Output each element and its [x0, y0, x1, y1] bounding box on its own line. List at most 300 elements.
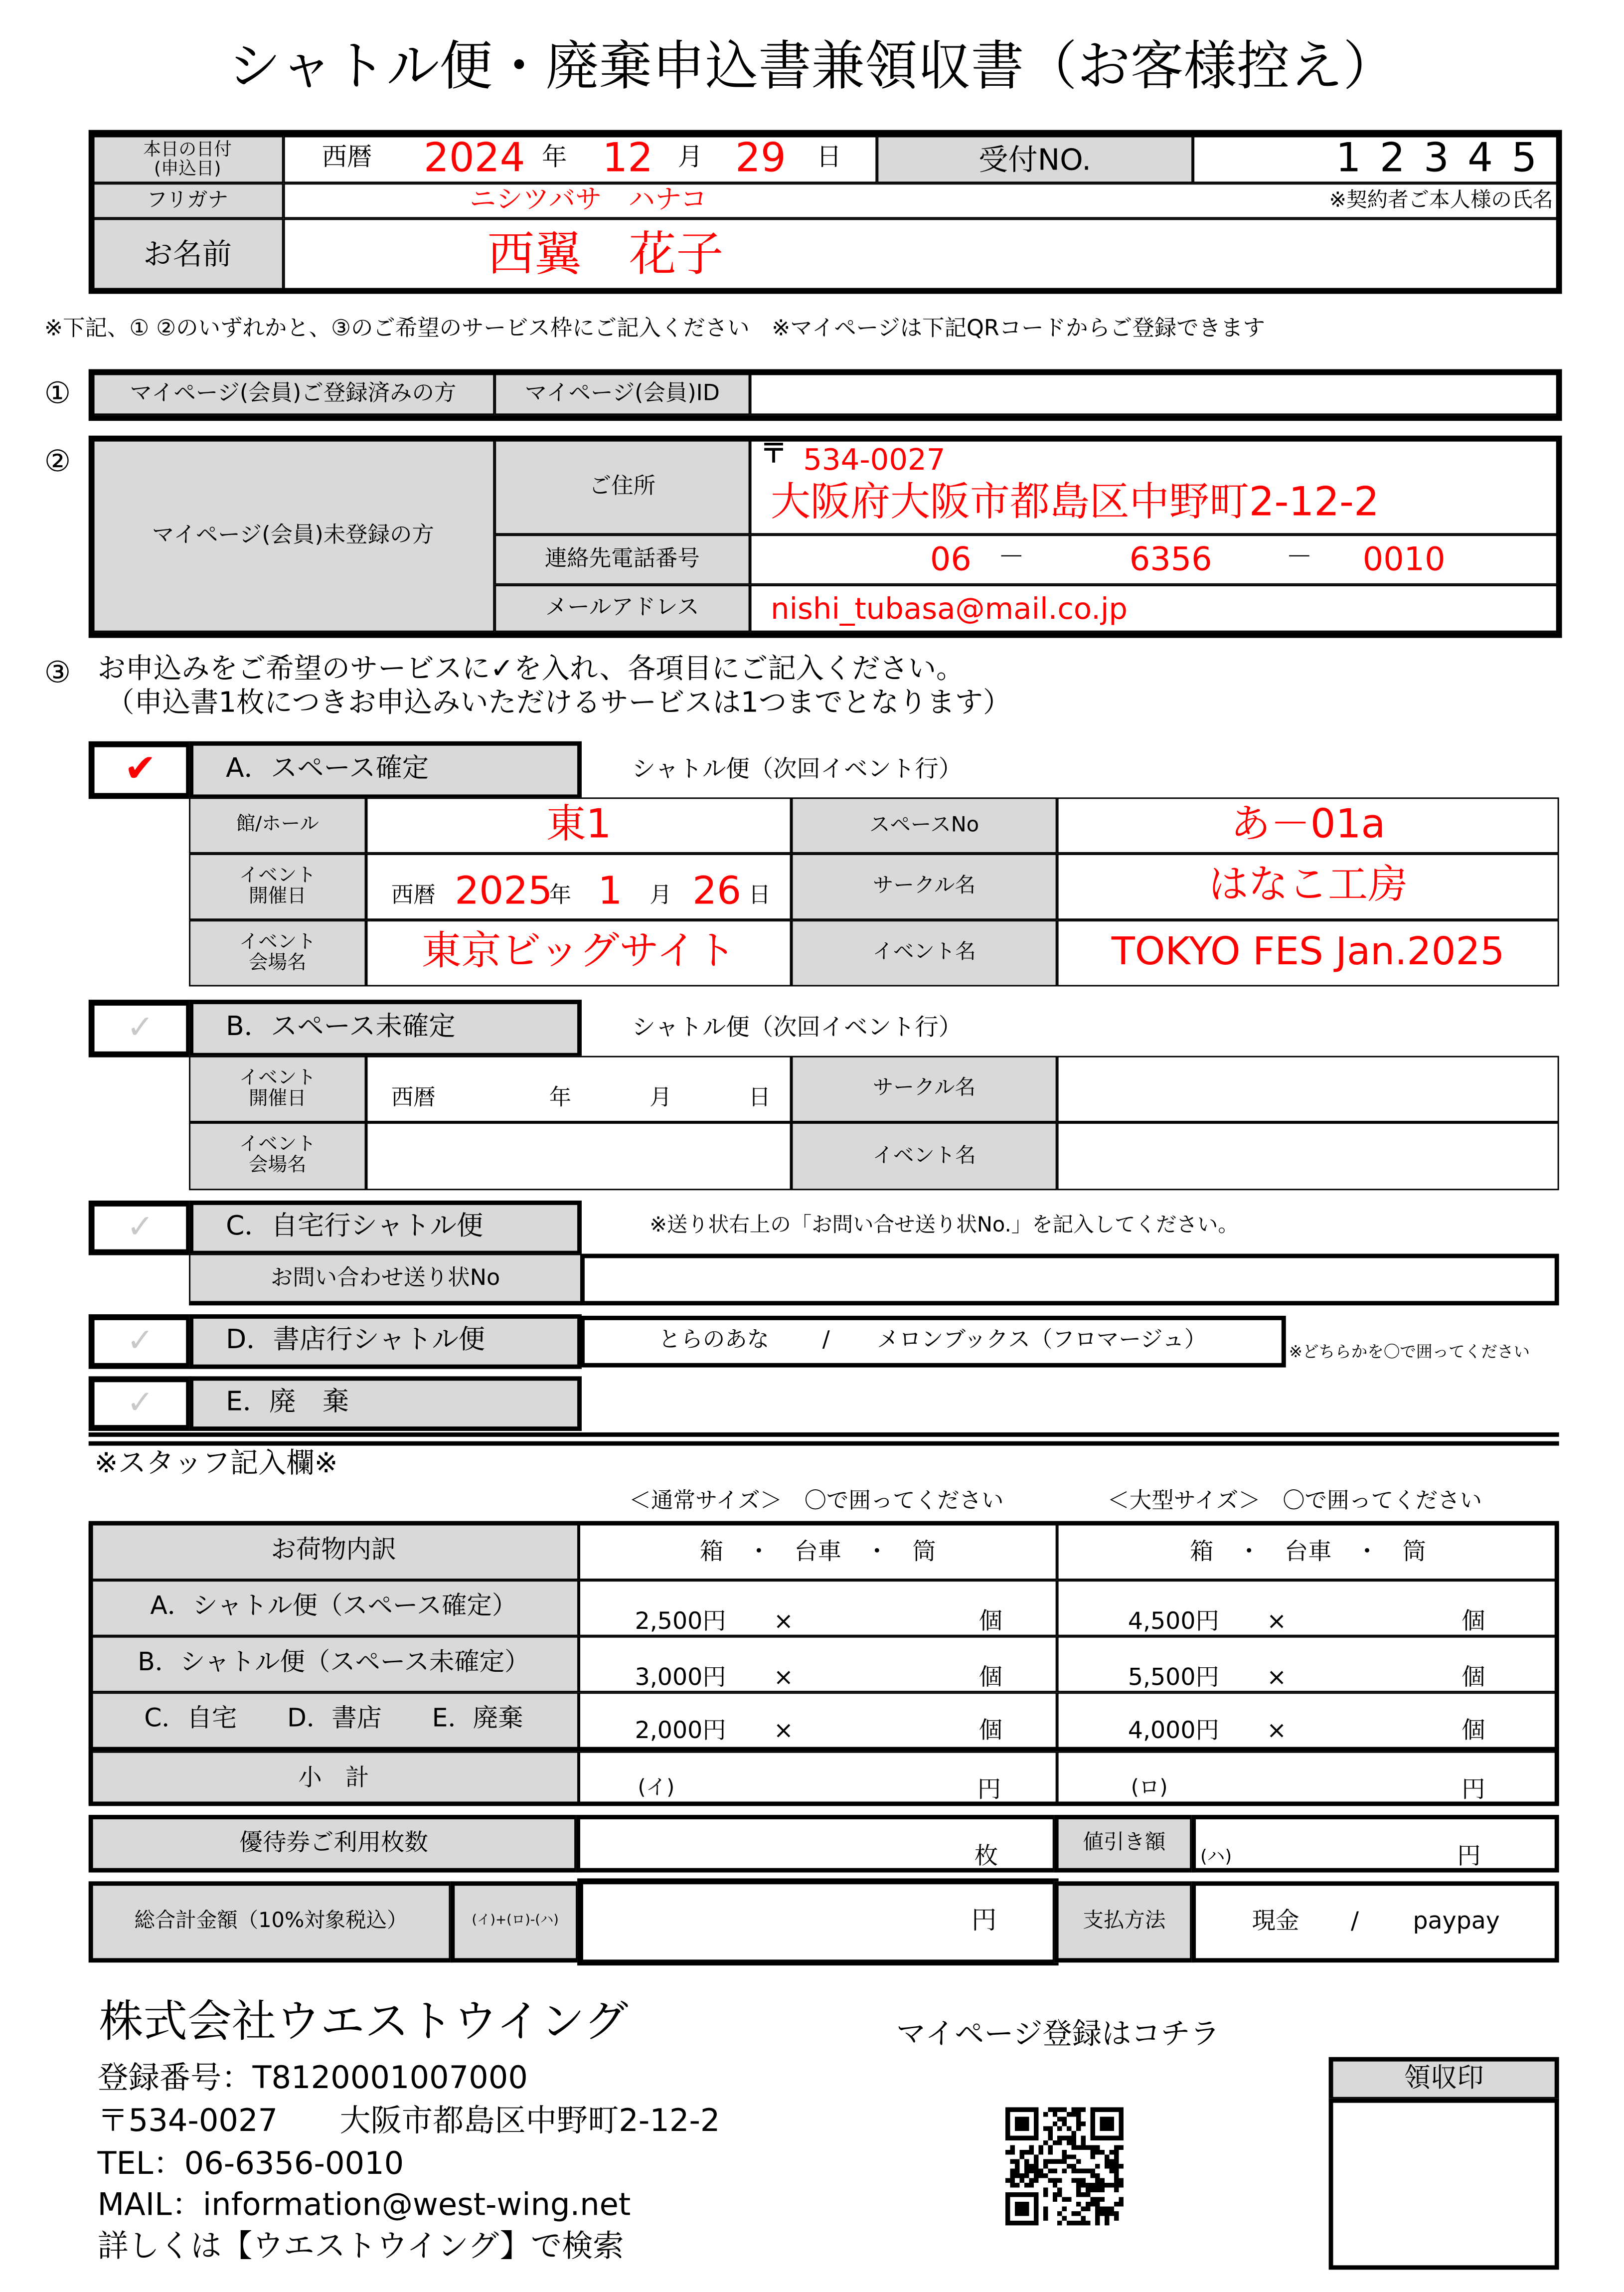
qr-module	[1076, 2211, 1081, 2216]
qr-module	[1072, 2221, 1076, 2225]
qr-module	[1067, 2197, 1071, 2202]
qr-module	[1034, 2197, 1038, 2202]
postal-code: 534-0027	[803, 441, 946, 477]
b-day-unit: 日	[748, 1083, 771, 1111]
payment-paypay[interactable]: paypay	[1413, 1906, 1500, 1935]
qr-module	[1048, 2159, 1052, 2164]
phone-label: 連絡先電話番号	[494, 534, 750, 585]
qr-module	[1114, 2159, 1119, 2164]
qr-module	[1109, 2126, 1114, 2130]
section3-line1: お申込みをご希望のサービスに✓を入れ、各項目にご記入ください。	[97, 653, 965, 686]
qr-module	[1081, 2145, 1086, 2149]
qr-module	[1091, 2154, 1095, 2159]
address-label: ご住所	[494, 440, 750, 535]
qr-module	[1086, 2221, 1090, 2225]
qr-module	[1095, 2164, 1100, 2168]
qr-module	[1062, 2116, 1067, 2121]
qr-module	[1067, 2221, 1071, 2225]
qr-module	[1019, 2173, 1024, 2178]
qr-module	[1062, 2197, 1067, 2202]
qr-module	[1105, 2164, 1109, 2168]
b-circle-input[interactable]	[1057, 1056, 1559, 1122]
qr-module	[1034, 2202, 1038, 2206]
qr-module	[1019, 2178, 1024, 2183]
qr-module	[1024, 2116, 1029, 2121]
hall-value[interactable]: 東1	[366, 797, 792, 854]
a-day: 26	[692, 870, 742, 914]
qr-module	[1062, 2159, 1067, 2164]
phone-part1: 06	[930, 541, 972, 579]
qr-module	[1015, 2159, 1019, 2164]
qr-module	[1034, 2211, 1038, 2216]
store-option-melonbooks[interactable]: メロンブックス（フロマージュ）	[877, 1326, 1207, 1353]
qr-module	[1095, 2211, 1100, 2216]
qr-module	[1024, 2169, 1029, 2173]
qr-module	[1105, 2221, 1109, 2225]
qr-module	[1072, 2145, 1076, 2149]
qr-module	[1019, 2116, 1024, 2121]
qr-module	[1105, 2154, 1109, 2159]
a-date-label-line2: 開催日	[249, 885, 307, 908]
service-d-note: ※どちらかを〇で囲ってください	[1289, 1342, 1530, 1362]
service-b-checkbox[interactable]: ✓	[89, 1000, 192, 1058]
qr-module	[1091, 2169, 1095, 2173]
member-id-label: マイページ(会員)ID	[494, 373, 750, 415]
b-venue-label-line1: イベント	[239, 1134, 316, 1157]
subtotal-label: 小 計	[89, 1752, 579, 1805]
a-venue-label-line1: イベント	[239, 931, 316, 954]
qr-module	[1072, 2131, 1076, 2135]
payment-sep: /	[1351, 1906, 1359, 1935]
qr-module	[1076, 2112, 1081, 2116]
qr-module	[1095, 2207, 1100, 2211]
qr-module	[1029, 2221, 1033, 2225]
qr-module	[1024, 2207, 1029, 2211]
qr-module	[1105, 2121, 1109, 2126]
qr-module	[1048, 2178, 1052, 2183]
qr-module	[1019, 2154, 1024, 2159]
unit-label: 個	[1462, 1716, 1485, 1744]
row-b-label: B．シャトル便（スペース未確定）	[89, 1636, 579, 1693]
qr-module	[1005, 2107, 1010, 2112]
qr-module	[1091, 2188, 1095, 2192]
qr-module	[1105, 2107, 1109, 2112]
qr-module	[1081, 2121, 1086, 2126]
qr-module	[1019, 2150, 1024, 2154]
qr-module	[1105, 2116, 1109, 2121]
qr-module	[1072, 2154, 1076, 2159]
qr-module	[1105, 2211, 1109, 2216]
qr-module	[1015, 2192, 1019, 2197]
qr-module	[1029, 2145, 1033, 2149]
a-circle-value[interactable]: はなこ工房	[1057, 854, 1559, 920]
qr-module	[1076, 2221, 1081, 2225]
yen-unit: 円	[977, 1775, 1001, 1803]
qr-module	[1081, 2183, 1086, 2187]
unit-label: 個	[978, 1716, 1003, 1744]
qr-module	[1062, 2207, 1067, 2211]
qr-module	[1062, 2121, 1067, 2126]
qr-module	[1043, 2207, 1048, 2211]
qr-module	[1034, 2207, 1038, 2211]
qr-module	[1029, 2192, 1033, 2197]
qr-module	[1067, 2154, 1071, 2159]
qr-module	[1029, 2135, 1033, 2140]
phone-sep2: －	[1286, 541, 1313, 573]
receipt-no-label: 受付NO.	[877, 136, 1193, 183]
yen-unit: 円	[1457, 1841, 1481, 1870]
qr-module	[1057, 2211, 1062, 2216]
qr-module	[1019, 2135, 1024, 2140]
qr-module	[1072, 2178, 1076, 2183]
times-sign: ×	[773, 1606, 794, 1635]
qr-module	[1119, 2116, 1123, 2121]
qr-module	[1091, 2202, 1095, 2206]
qr-module	[1095, 2188, 1100, 2192]
qr-module	[1043, 2126, 1048, 2130]
qr-module	[1053, 2140, 1057, 2145]
large-types[interactable]: 箱 ・ 台車 ・ 筒	[1057, 1524, 1559, 1581]
times-sign: ×	[773, 1716, 794, 1744]
member-id-input[interactable]	[750, 373, 1559, 415]
qr-module	[1100, 2183, 1105, 2187]
unit-label: 個	[1462, 1606, 1485, 1635]
qr-module	[1081, 2169, 1086, 2173]
qr-module	[1043, 2188, 1048, 2192]
unregistered-label: マイページ(会員)未登録の方	[92, 440, 495, 632]
qr-module	[1015, 2169, 1019, 2173]
discount-input[interactable]	[1191, 1815, 1559, 1873]
qr-module	[1024, 2164, 1029, 2168]
qr-module	[1034, 2154, 1038, 2159]
qr-module	[1076, 2126, 1081, 2130]
subtotal-i-mark: (イ)	[638, 1776, 675, 1800]
qr-module	[1015, 2211, 1019, 2216]
payment-cash[interactable]: 現金	[1252, 1906, 1299, 1935]
a-venue-value[interactable]: 東京ビッグサイト	[366, 920, 792, 986]
qr-module	[1100, 2197, 1105, 2202]
qr-module	[1034, 2131, 1038, 2135]
qr-module	[1010, 2135, 1014, 2140]
qr-module	[1076, 2178, 1081, 2183]
qr-module	[1038, 2150, 1043, 2154]
qr-module	[1010, 2107, 1014, 2112]
day-value: 29	[735, 136, 786, 182]
company-tel: TEL：06-6356-0010	[97, 2145, 404, 2181]
space-no-label: スペースNo	[792, 797, 1057, 854]
b-event-input[interactable]	[1057, 1122, 1559, 1190]
a-event-value[interactable]: TOKYO FES Jan.2025	[1057, 920, 1559, 986]
qr-module	[1024, 2211, 1029, 2216]
qr-code[interactable]	[1005, 2107, 1124, 2225]
qr-module	[1091, 2121, 1095, 2126]
b-venue-input[interactable]	[366, 1122, 792, 1190]
qr-module	[1043, 2216, 1048, 2220]
mypage-caption: マイページ登録はコチラ	[896, 2015, 1220, 2051]
registered-label: マイページ(会員)ご登録済みの方	[92, 373, 495, 415]
qr-module	[1015, 2126, 1019, 2130]
qr-module	[1119, 2112, 1123, 2116]
qr-module	[1076, 2183, 1081, 2187]
qr-module	[1029, 2169, 1033, 2173]
price-a-normal: 2,500円	[635, 1606, 726, 1635]
qr-module	[1086, 2202, 1090, 2206]
qr-module	[1034, 2107, 1038, 2112]
qr-module	[1053, 2121, 1057, 2126]
qr-module	[1029, 2183, 1033, 2187]
qr-module	[1015, 2107, 1019, 2112]
total-label: 総合計金額（10%対象税込）	[89, 1881, 454, 1962]
qr-module	[1114, 2188, 1119, 2192]
qr-module	[1081, 2207, 1086, 2211]
a-month: 1	[598, 870, 623, 914]
qr-module	[1034, 2121, 1038, 2126]
qr-module	[1048, 2135, 1052, 2140]
email-field[interactable]: nishi_tubasa@mail.co.jp	[750, 585, 1559, 632]
year-unit: 年	[541, 143, 567, 173]
qr-module	[1034, 2116, 1038, 2121]
qr-module	[1105, 2183, 1109, 2187]
qr-module	[1048, 2107, 1052, 2112]
qr-module	[1114, 2150, 1119, 2154]
qr-module	[1081, 2140, 1086, 2145]
qr-module	[1091, 2112, 1095, 2116]
qr-module	[1109, 2169, 1114, 2173]
qr-module	[1053, 2183, 1057, 2187]
section3-line2: （申込書1枚につきお申込みいただけるサービスは1つまでとなります）	[106, 687, 1011, 719]
qr-module	[1019, 2121, 1024, 2126]
qr-module	[1053, 2159, 1057, 2164]
qr-module	[1091, 2150, 1095, 2154]
qr-module	[1005, 2202, 1010, 2206]
qr-module	[1119, 2135, 1123, 2140]
qr-module	[1053, 2192, 1057, 2197]
a-date-label	[189, 854, 366, 920]
row-cde-label: C．自宅 D．書店 E．廃棄	[89, 1692, 579, 1749]
qr-module	[1005, 2121, 1010, 2126]
qr-module	[1019, 2211, 1024, 2216]
qr-module	[1038, 2145, 1043, 2149]
qr-module	[1100, 2150, 1105, 2154]
qr-module	[1119, 2131, 1123, 2135]
service-d-checkbox[interactable]: ✓	[89, 1314, 192, 1369]
qr-module	[1019, 2126, 1024, 2130]
b-venue-label	[189, 1122, 366, 1190]
package-label: お荷物内訳	[89, 1524, 579, 1581]
qr-module	[1019, 2192, 1024, 2197]
b-year-unit: 年	[549, 1083, 572, 1111]
unit-label: 個	[1462, 1662, 1485, 1691]
qr-module	[1048, 2150, 1052, 2154]
row-a-label: A．シャトル便（スペース確定）	[89, 1580, 579, 1636]
qr-module	[1072, 2211, 1076, 2216]
qr-module	[1100, 2207, 1105, 2211]
qr-module	[1076, 2159, 1081, 2164]
qr-module	[1024, 2173, 1029, 2178]
divider-line	[89, 1441, 1559, 1446]
name-label: お名前	[92, 218, 284, 289]
yen-unit: 円	[971, 1906, 997, 1936]
a-date-label-line1: イベント	[239, 865, 316, 887]
year-value: 2024	[424, 136, 525, 182]
qr-module	[1024, 2107, 1029, 2112]
qr-module	[1076, 2116, 1081, 2121]
qr-module	[1086, 2188, 1090, 2192]
qr-module	[1114, 2135, 1119, 2140]
qr-module	[1019, 2107, 1024, 2112]
qr-module	[1057, 2221, 1062, 2225]
qr-module	[1081, 2107, 1086, 2112]
furigana-label: フリガナ	[92, 183, 284, 218]
qr-module	[1114, 2202, 1119, 2206]
instruction-note: ※下記、① ②のいずれかと、③のご希望のサービス枠にご記入ください ※マイページは下記QRコードからご登録できます	[44, 314, 1265, 342]
address-value: 大阪府大阪市都島区中野町2-12-2	[771, 480, 1379, 526]
qr-module	[1005, 2216, 1010, 2220]
qr-module	[1015, 2202, 1019, 2206]
name-field[interactable]	[284, 218, 1559, 289]
qr-module	[1034, 2178, 1038, 2183]
qr-module	[1067, 2135, 1071, 2140]
qr-module	[1095, 2178, 1100, 2183]
qr-module	[1086, 2192, 1090, 2197]
qr-module	[1043, 2164, 1048, 2168]
space-no-value[interactable]: あ－01a	[1057, 797, 1559, 854]
qr-module	[1048, 2145, 1052, 2149]
service-b-note: シャトル便（次回イベント行）	[632, 1013, 963, 1042]
times-sign: ×	[1267, 1716, 1287, 1744]
qr-module	[1057, 2192, 1062, 2197]
qr-module	[1067, 2140, 1071, 2145]
qr-module	[1091, 2135, 1095, 2140]
qr-module	[1072, 2169, 1076, 2173]
qr-module	[1034, 2216, 1038, 2220]
qr-module	[1062, 2216, 1067, 2220]
qr-module	[1076, 2121, 1081, 2126]
b-venue-label-line2: 会場名	[249, 1155, 307, 1177]
qr-module	[1048, 2169, 1052, 2173]
qr-module	[1043, 2159, 1048, 2164]
qr-module	[1005, 2221, 1010, 2225]
qr-module	[1119, 2107, 1123, 2112]
qr-module	[1081, 2221, 1086, 2225]
qr-module	[1095, 2197, 1100, 2202]
qr-module	[1100, 2188, 1105, 2192]
service-c-checkbox[interactable]: ✓	[89, 1201, 192, 1255]
search-hint: 詳しくは【ウエストウイング】で検索	[97, 2228, 624, 2264]
qr-module	[1076, 2145, 1081, 2149]
qr-module	[1005, 2197, 1010, 2202]
qr-module	[1119, 2197, 1123, 2202]
name-value: 西翼 花子	[487, 226, 724, 282]
qr-module	[1043, 2173, 1048, 2178]
service-e-checkbox[interactable]: ✓	[89, 1376, 192, 1431]
qr-module	[1024, 2159, 1029, 2164]
qr-module	[1005, 2211, 1010, 2216]
qr-module	[1024, 2150, 1029, 2154]
qr-module	[1072, 2164, 1076, 2168]
qr-module	[1114, 2107, 1119, 2112]
price-cde-normal: 2,000円	[635, 1716, 726, 1744]
a-venue-label-line2: 会場名	[249, 951, 307, 974]
qr-module	[1024, 2202, 1029, 2206]
date-field[interactable]	[284, 136, 877, 183]
qr-module	[1086, 2169, 1090, 2173]
qr-module	[1005, 2116, 1010, 2121]
qr-module	[1109, 2107, 1114, 2112]
qr-module	[1114, 2211, 1119, 2216]
normal-types[interactable]: 箱 ・ 台車 ・ 筒	[579, 1524, 1057, 1581]
qr-module	[1015, 2173, 1019, 2178]
store-option-toranoana[interactable]: とらのあな	[658, 1326, 770, 1353]
service-a-checkbox[interactable]: ✔	[89, 741, 192, 799]
store-option-sep: /	[822, 1326, 830, 1353]
qr-module	[1015, 2116, 1019, 2121]
a-year-unit: 年	[549, 882, 572, 908]
price-a-large: 4,500円	[1128, 1606, 1219, 1635]
qr-module	[1076, 2169, 1081, 2173]
qr-module	[1043, 2211, 1048, 2216]
qr-module	[1095, 2221, 1100, 2225]
qr-module	[1019, 2202, 1024, 2206]
qr-module	[1038, 2173, 1043, 2178]
qr-module	[1119, 2126, 1123, 2130]
price-b-large: 5,500円	[1128, 1662, 1219, 1691]
coupon-unit: 枚	[974, 1841, 998, 1870]
qr-module	[1043, 2112, 1048, 2116]
qr-module	[1095, 2202, 1100, 2206]
qr-module	[1010, 2169, 1014, 2173]
qr-module	[1057, 2126, 1062, 2130]
qr-module	[1081, 2216, 1086, 2220]
coupon-label: 優待券ご利用枚数	[89, 1815, 579, 1873]
qr-module	[1076, 2188, 1081, 2192]
qr-module	[1109, 2135, 1114, 2140]
qr-module	[1034, 2192, 1038, 2197]
qr-module	[1109, 2183, 1114, 2187]
total-formula: (イ)+(ロ)-(ハ)	[450, 1881, 580, 1962]
qr-module	[1109, 2207, 1114, 2211]
qr-module	[1015, 2183, 1019, 2187]
qr-module	[1100, 2178, 1105, 2183]
registration-number: 登録番号：T8120001007000	[97, 2060, 528, 2096]
date-label	[92, 136, 284, 183]
service-e-label: E．廃 棄	[189, 1376, 582, 1431]
day-unit: 日	[816, 143, 842, 173]
qr-module	[1005, 2126, 1010, 2130]
times-sign: ×	[1267, 1662, 1287, 1691]
qr-module	[1072, 2107, 1076, 2112]
qr-module	[1091, 2145, 1095, 2149]
qr-module	[1034, 2126, 1038, 2130]
qr-module	[1010, 2145, 1014, 2149]
discount-ha-mark: (ハ)	[1200, 1846, 1232, 1867]
qr-module	[1062, 2135, 1067, 2140]
qr-module	[1043, 2140, 1048, 2145]
qr-module	[1053, 2112, 1057, 2116]
phone-sep1: －	[998, 541, 1025, 573]
qr-module	[1057, 2188, 1062, 2192]
receipt-no-value[interactable]: 1 2 3 4 5	[1193, 136, 1559, 183]
qr-module	[1109, 2211, 1114, 2216]
qr-module	[1095, 2183, 1100, 2187]
qr-module	[1105, 2159, 1109, 2164]
divider-line	[89, 1432, 1559, 1437]
qr-module	[1119, 2202, 1123, 2206]
qr-module	[1034, 2221, 1038, 2225]
tracking-no-input[interactable]	[580, 1254, 1559, 1306]
qr-module	[1005, 2150, 1010, 2154]
qr-module	[1057, 2107, 1062, 2112]
